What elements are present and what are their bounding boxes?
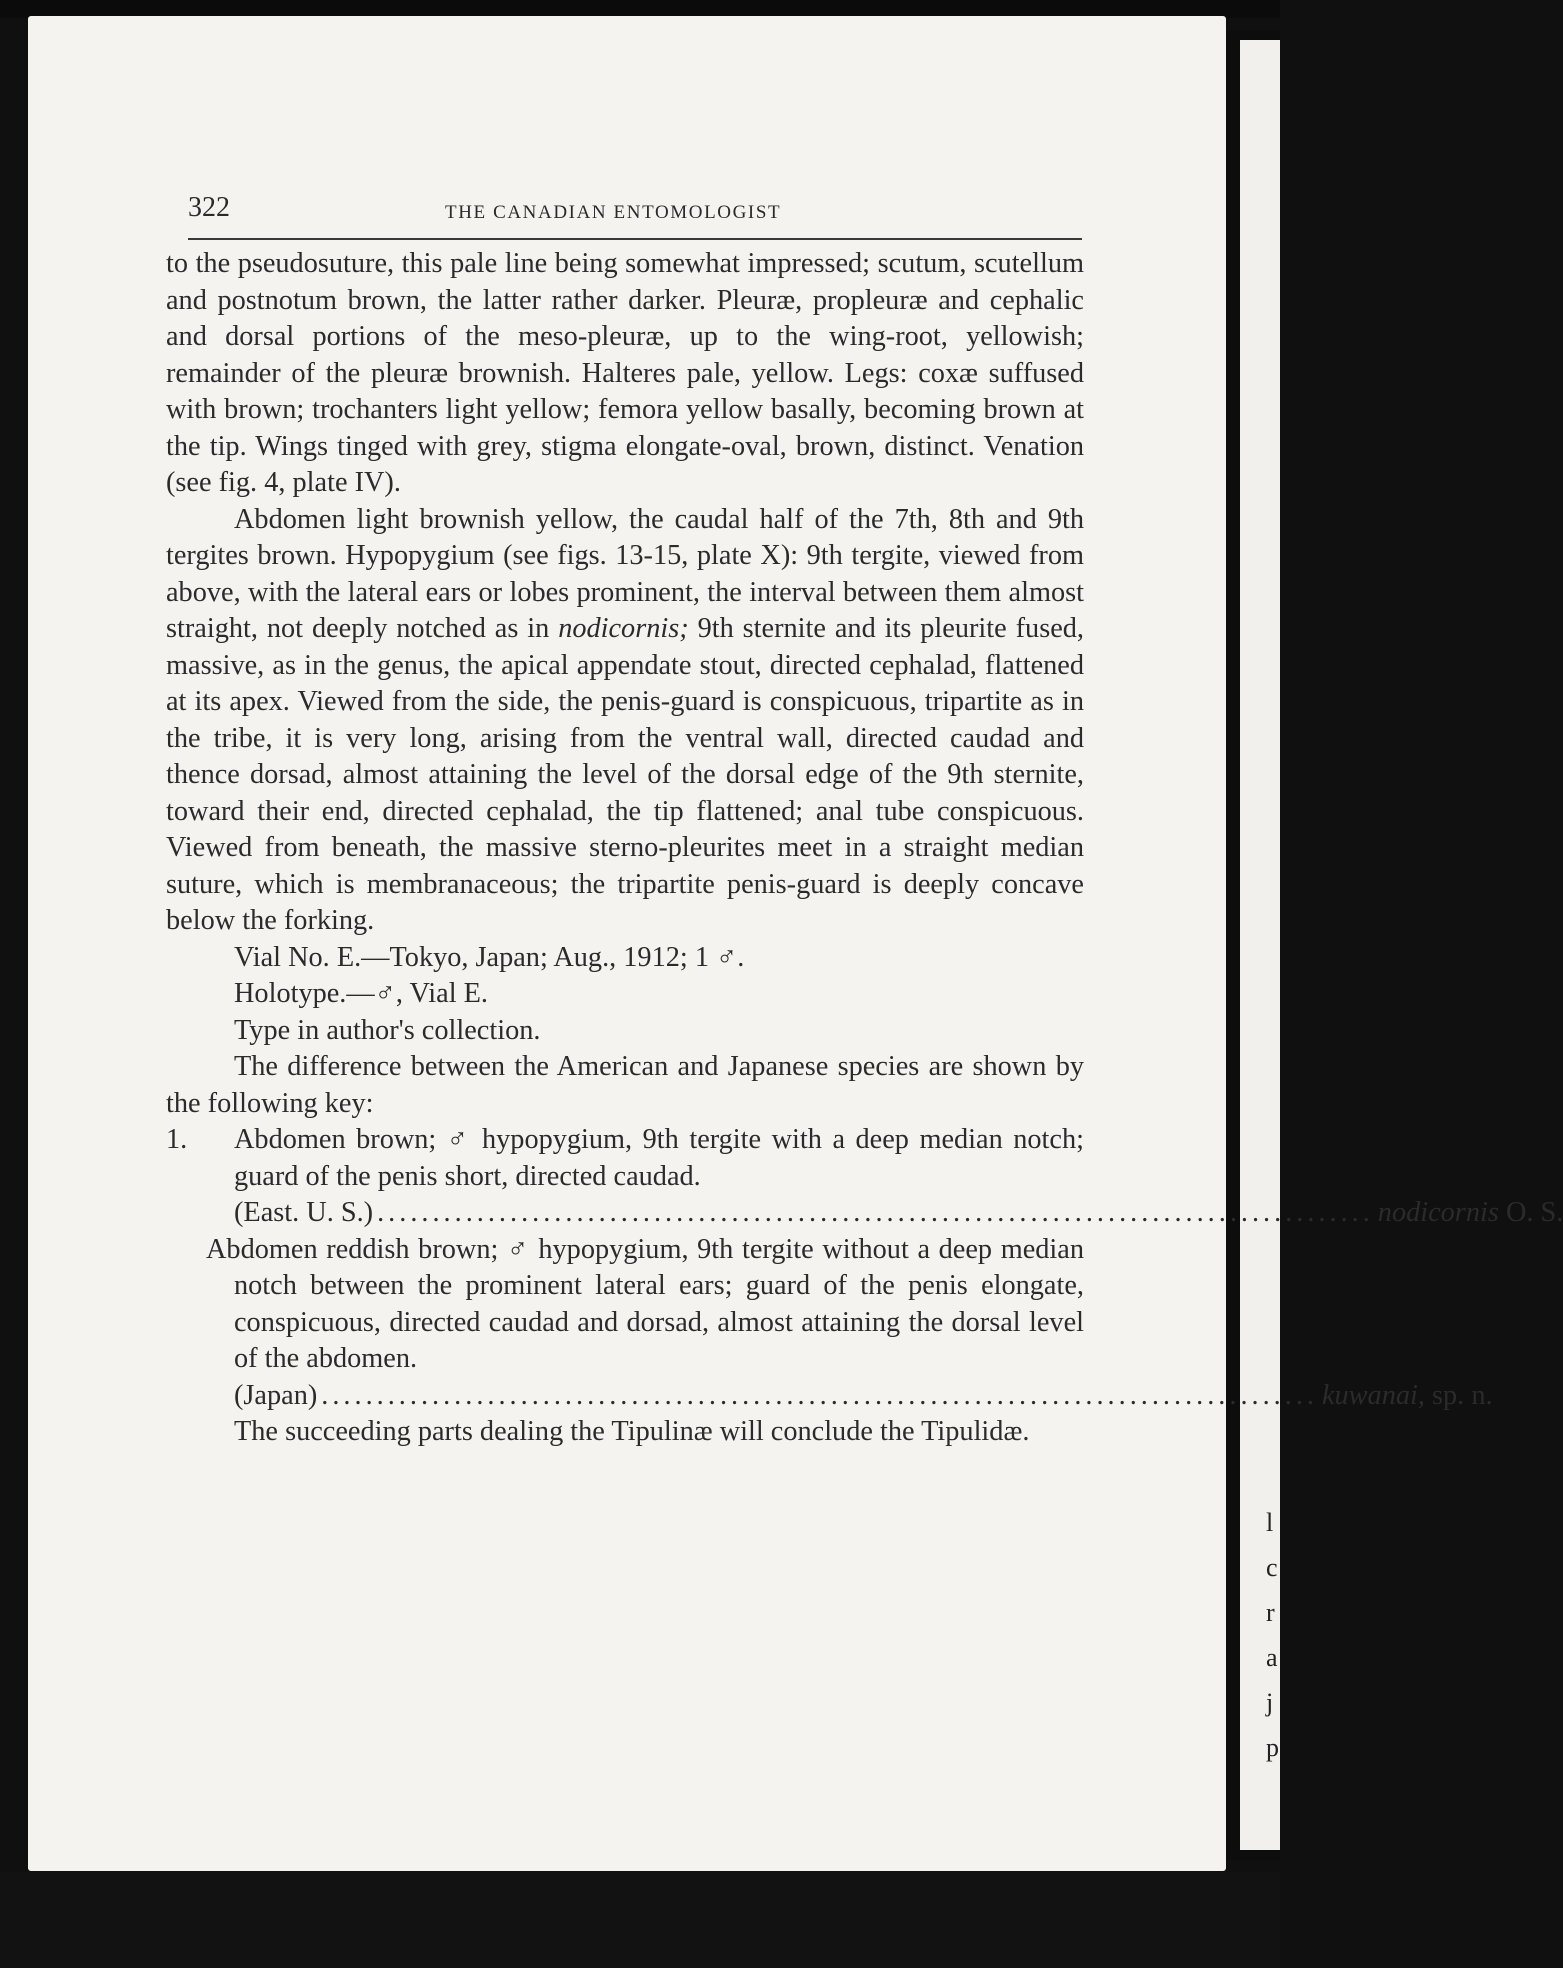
fragment-letter: r: [1266, 1598, 1275, 1627]
key-text: [166, 1232, 1493, 1415]
key-locality: (East. U. S.): [234, 1197, 374, 1228]
paragraph-text: 9th sternite and its pleurite fused, massive, as in the genus, the apical appendate stout, directed cephalad, flattened at its apex. Viewed from the side, the penis-guard is conspicuous, tripartite as in the tribe, it is very long, arising from the ventral wall, directed caudad and thence dorsad, almost attaining the level of the dorsal edge of the 9th sternite, toward their end, directed cephalad, the tip flattened; anal tube conspicuous. Viewed from beneath, the massive sterno-pleurites meet in a straight median suture, which is membranaceous; the tripartite penis-guard is deeply concave below the forking.: [166, 613, 1084, 936]
paragraph: [166, 502, 1084, 940]
key-description: Abdomen reddish brown; ♂ hypopygium, 9th tergite without a deep median notch between the prominent lateral ears; guard of the penis elongate, conspicuous, directed caudad and dorsad, almost attaining the dorsal level of the abdomen.: [206, 1233, 1084, 1374]
facing-page-fragment: [1266, 1500, 1279, 1770]
key-leader-line: [234, 1378, 1493, 1415]
taxon-italic: nodicornis;: [558, 613, 689, 644]
fragment-letter: l: [1266, 1508, 1274, 1537]
scan-border-bottom: [0, 1872, 1280, 1968]
fragment-letter: p: [1266, 1733, 1279, 1762]
key-number: 1.: [166, 1124, 188, 1155]
paragraph: to the pseudosuture, this pale line being somewhat impressed; scutum, scutellum and postnotum brown, the latter rather darker. Pleuræ, propleuræ and cephalic and dorsal portions of the meso-pleuræ, up to the wing-root, yellowish; remainder of the pleuræ brownish. Halteres pale, yellow. Legs: coxæ suffused with brown; trochanters light yellow; femora yellow basally, becoming brown at the tip. Wings tinged with grey, stigma elongate-oval, brown, distinct. Venation (see fig. 4, plate IV).: [166, 248, 1084, 498]
key-text: [166, 1122, 1563, 1232]
leader-dots: ..........................................................................................: [321, 1379, 1318, 1411]
key-couplet-first: [166, 1122, 1563, 1232]
header-rule: [188, 238, 1082, 240]
key-taxon: kuwanai,: [1321, 1379, 1425, 1411]
leader-dots: ..........................................................................................: [377, 1197, 1374, 1228]
key-taxon: nodicornis: [1377, 1197, 1499, 1228]
key-couplet-second: [166, 1232, 1493, 1415]
closing-paragraph: The succeeding parts dealing the Tipulinæ will conclude the Tipulidæ.: [234, 1416, 1030, 1447]
key-leader-line: [234, 1195, 1563, 1232]
fragment-letter: j: [1266, 1688, 1274, 1717]
paragraph-text: Abdomen light brownish yellow, the caudal half of the 7th, 8th and 9th tergites brown. Hypopygium (see figs. 13-15, plate X): 9th tergite, viewed from above, with the lateral ears or lobes prominent, the interval between them almost straight, not deeply notched as in: [166, 503, 1084, 644]
key-intro: The difference between the American and Japanese species are shown by the following key:: [166, 1051, 1084, 1119]
body-text: [166, 246, 1563, 1451]
fragment-letter: c: [1266, 1553, 1278, 1582]
specimen-holotype: Holotype.—♂, Vial E.: [234, 978, 488, 1009]
key-locality: (Japan): [234, 1379, 318, 1411]
running-head: THE CANADIAN ENTOMOLOGIST: [445, 202, 782, 223]
key-authority: sp. n.: [1432, 1379, 1493, 1411]
specimen-type-note: Type in author's collection.: [234, 1014, 541, 1046]
page-header: [188, 188, 1114, 228]
key-description: Abdomen brown; ♂ hypopygium, 9th tergite with a deep median notch; guard of the penis short, directed caudad.: [234, 1124, 1084, 1192]
fragment-letter: a: [1266, 1643, 1278, 1672]
key-authority: O. S.: [1505, 1197, 1563, 1228]
page-number: 322: [188, 192, 230, 223]
specimen-vial: Vial No. E.—Tokyo, Japan; Aug., 1912; 1 ♂.: [234, 941, 745, 973]
